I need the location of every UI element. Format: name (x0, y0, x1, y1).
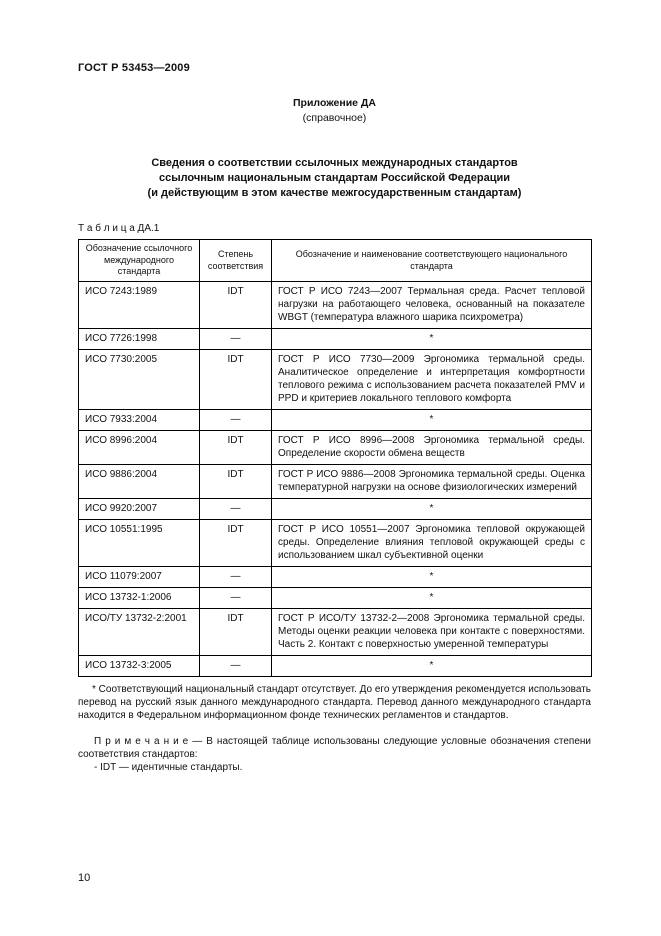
cell-degree: — (200, 499, 272, 520)
cell-name: * (272, 588, 592, 609)
table-label: Т а б л и ц а ДА.1 (78, 222, 160, 234)
appendix-heading (78, 96, 591, 126)
cell-standard: ИСО 7933:2004 (79, 410, 200, 431)
table-row (79, 465, 592, 499)
cell-name: ГОСТ Р ИСО 7730—2009 Эргономика термальной среды. Аналитическое определение и интерпретация комфортности теплового режима с использованием расчета показателей PMV и PPD и критериев локального теплового комфорта (272, 350, 592, 410)
cell-name: ГОСТ Р ИСО 9886—2008 Эргономика термальной среды. Оценка температурной нагрузки на основе физиологических измерений (272, 465, 592, 499)
cell-name: ГОСТ Р ИСО/ТУ 13732-2—2008 Эргономика термальной среды. Методы оценки реакции человека при контакте с поверхностями. Часть 2. Контакт с поверхностью умеренной температуры (272, 609, 592, 656)
cell-standard: ИСО 8996:2004 (79, 431, 200, 465)
cell-standard: ИСО 13732-3:2005 (79, 656, 200, 677)
cell-name: * (272, 499, 592, 520)
cell-degree: — (200, 588, 272, 609)
cell-degree: IDT (200, 431, 272, 465)
cell-name: ГОСТ Р ИСО 8996—2008 Эргономика термальной среды. Определение скорости обмена веществ (272, 431, 592, 465)
note-item-idt: - IDT — идентичные стандарты. (94, 761, 243, 773)
section-title-line: Сведения о соответствии ссылочных международных стандартов (151, 157, 518, 170)
cell-standard: ИСО 7243:1989 (79, 282, 200, 329)
cell-degree: — (200, 410, 272, 431)
table-row (79, 520, 592, 567)
cell-degree: IDT (200, 609, 272, 656)
table-row (79, 609, 592, 656)
cell-standard: ИСО 7726:1998 (79, 329, 200, 350)
cell-name: * (272, 410, 592, 431)
cell-standard: ИСО 11079:2007 (79, 567, 200, 588)
cell-standard: ИСО 9920:2007 (79, 499, 200, 520)
column-header-name: Обозначение и наименование соответствующего национального стандарта (272, 239, 592, 281)
section-title-line: ссылочным национальным стандартам Российской Федерации (158, 172, 511, 185)
table-row (79, 567, 592, 588)
table-row (79, 499, 592, 520)
table-header-row (79, 239, 592, 281)
cell-standard: ИСО 13732-1:2006 (79, 588, 200, 609)
table-footnote: * Соответствующий национальный стандарт отсутствует. До его утверждения рекомендуется использовать перевод на русский язык данного международного стандарта. Перевод данного международного стандарта находится в Федеральном информационном фонде технических регламентов и стандартов. (78, 684, 591, 722)
table-row (79, 410, 592, 431)
table-row (79, 656, 592, 677)
section-title (78, 156, 591, 201)
cell-degree: IDT (200, 465, 272, 499)
table-row (79, 282, 592, 329)
cell-name: ГОСТ Р ИСО 7243—2007 Термальная среда. Расчет тепловой нагрузки на работающего человека, основанный на показателе WBGT (температура влажного шарика психрометра) (272, 282, 592, 329)
correspondence-table (78, 239, 592, 677)
cell-degree: IDT (200, 520, 272, 567)
section-title-line: (и действующим в этом качестве межгосударственным стандартам) (147, 187, 522, 200)
cell-degree: IDT (200, 350, 272, 410)
page-content (78, 0, 591, 774)
cell-degree: — (200, 567, 272, 588)
cell-degree: IDT (200, 282, 272, 329)
appendix-title: Приложение ДА (293, 97, 376, 109)
table-row (79, 431, 592, 465)
column-header-degree: Степень соответствия (200, 239, 272, 281)
cell-standard: ИСО/ТУ 13732-2:2001 (79, 609, 200, 656)
cell-name: * (272, 329, 592, 350)
note-paragraph: П р и м е ч а н и е — В настоящей таблице использованы следующие условные обозначения степени соответствия стандартов: (78, 735, 591, 760)
table-row (79, 588, 592, 609)
cell-standard: ИСО 10551:1995 (79, 520, 200, 567)
cell-standard: ИСО 9886:2004 (79, 465, 200, 499)
cell-name: ГОСТ Р ИСО 10551—2007 Эргономика тепловой окружающей среды. Определение влияния тепловой окружающей среды с использованием шкал субъективной оценки (272, 520, 592, 567)
page-number: 10 (78, 872, 91, 884)
table-row (79, 329, 592, 350)
doc-code: ГОСТ Р 53453—2009 (78, 62, 190, 74)
cell-degree: — (200, 656, 272, 677)
cell-name: * (272, 656, 592, 677)
appendix-subtitle: (справочное) (302, 112, 367, 125)
cell-degree: — (200, 329, 272, 350)
table-row (79, 350, 592, 410)
cell-name: * (272, 567, 592, 588)
column-header-standard: Обозначение ссылочного международного стандарта (79, 239, 200, 281)
cell-standard: ИСО 7730:2005 (79, 350, 200, 410)
